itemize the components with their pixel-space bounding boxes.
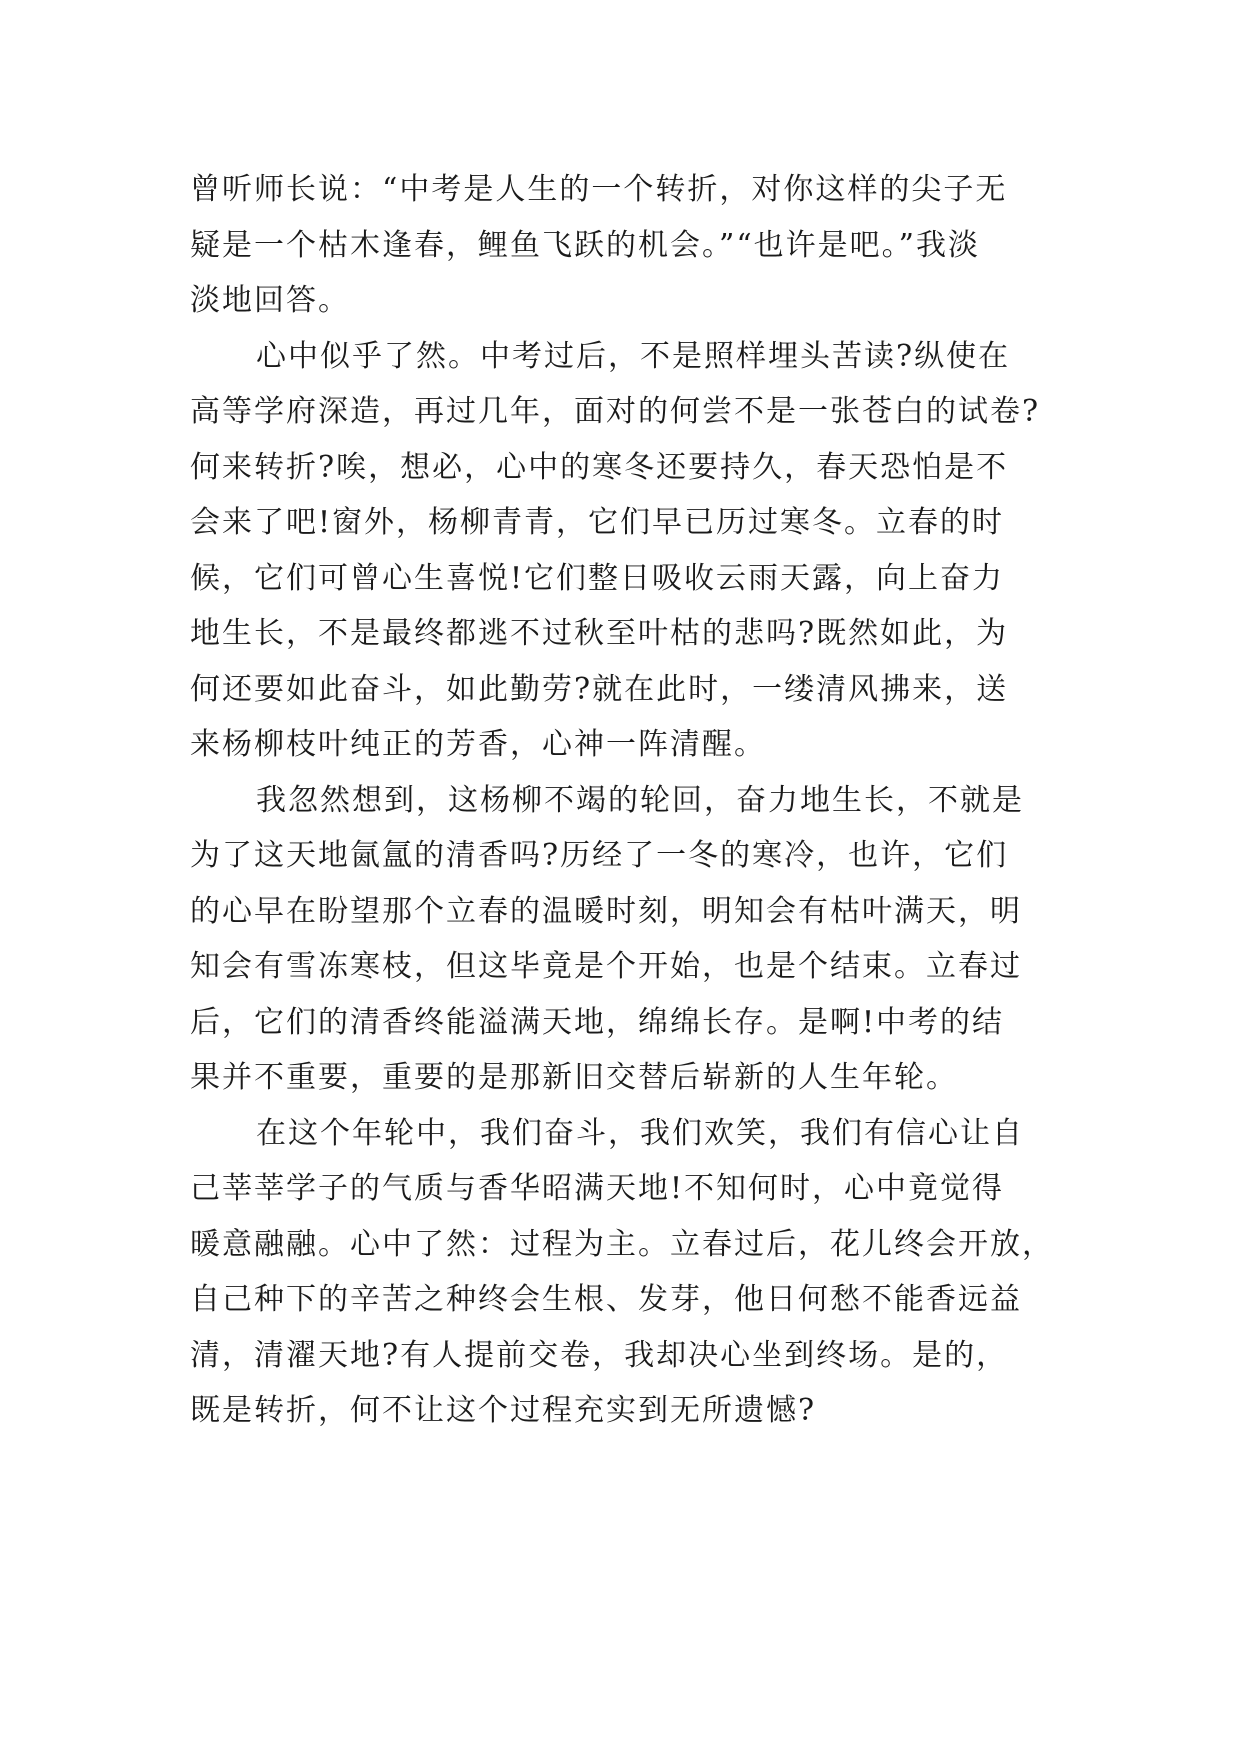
paragraph-line: 何还要如此奋斗，如此勤劳?就在此时，一缕清风拂来，送 (190, 671, 1009, 707)
paragraph-4 (190, 1106, 1054, 1439)
paragraph-line: 来杨柳枝叶纯正的芳香，心神一阵清醒。 (190, 727, 766, 762)
paragraph-line: 地生长，不是最终都逃不过秋至叶枯的悲吗?既然如此，为 (190, 616, 1009, 651)
paragraph-first-line: 心中似乎了然。中考过后，不是照样埋头苦读?纵使在 (256, 338, 1011, 374)
paragraph-line: 暖意融融。心中了然：过程为主。立春过后，花儿终会开放， (190, 1226, 1054, 1262)
paragraph-line: 何来转折?唉，想必，心中的寒冬还要持久，春天恐怕是不 (190, 449, 1009, 485)
paragraph-line: 疑是一个枯木逢春，鲤鱼飞跃的机会。”“也许是吧。”我淡 (190, 227, 981, 263)
paragraph-line: 曾听师长说：“中考是人生的一个转折，对你这样的尖子无 (190, 172, 1008, 207)
paragraph-line: 清，清濯天地?有人提前交卷，我却决心坐到终场。是的， (190, 1337, 1009, 1373)
paragraph-line: 高等学府深造，再过几年，面对的何尝不是一张苍白的试卷? (190, 394, 1041, 429)
paragraph-line: 既是转折，何不让这个过程充实到无所遗憾? (190, 1393, 817, 1428)
paragraph-3 (190, 773, 1050, 1106)
paragraph-line: 的心早在盼望那个立春的温暖时刻，明知会有枯叶满天，明 (190, 893, 1022, 929)
paragraph-line: 己莘莘学子的气质与香华昭满天地!不知何时，心中竟觉得 (190, 1171, 1005, 1206)
paragraph-line: 知会有雪冻寒枝，但这毕竟是个开始，也是个结束。立春过 (190, 949, 1022, 984)
paragraph-line: 后，它们的清香终能溢满天地，绵绵长存。是啊!中考的结 (190, 1004, 1005, 1040)
paragraph-line: 为了这天地氤氲的清香吗?历经了一冬的寒冷，也许，它们 (190, 838, 1009, 873)
paragraph-2 (190, 329, 1050, 773)
paragraph-line: 淡地回答。 (190, 283, 350, 318)
paragraph-first-line: 我忽然想到，这杨柳不竭的轮回，奋力地生长，不就是 (256, 782, 1024, 818)
essay-body (190, 162, 1054, 1439)
paragraph-1 (190, 162, 1050, 329)
paragraph-line: 自己种下的辛苦之种终会生根、发芽，他日何愁不能香远益 (190, 1282, 1022, 1317)
paragraph-line: 候，它们可曾心生喜悦!它们整日吸收云雨天露，向上奋力 (190, 560, 1005, 596)
paragraph-line: 会来了吧!窗外，杨柳青青，它们早已历过寒冬。立春的时 (190, 505, 1005, 540)
paragraph-line: 果并不重要，重要的是那新旧交替后崭新的人生年轮。 (190, 1060, 958, 1095)
paragraph-first-line: 在这个年轮中，我们奋斗，我们欢笑，我们有信心让自 (256, 1115, 1024, 1151)
